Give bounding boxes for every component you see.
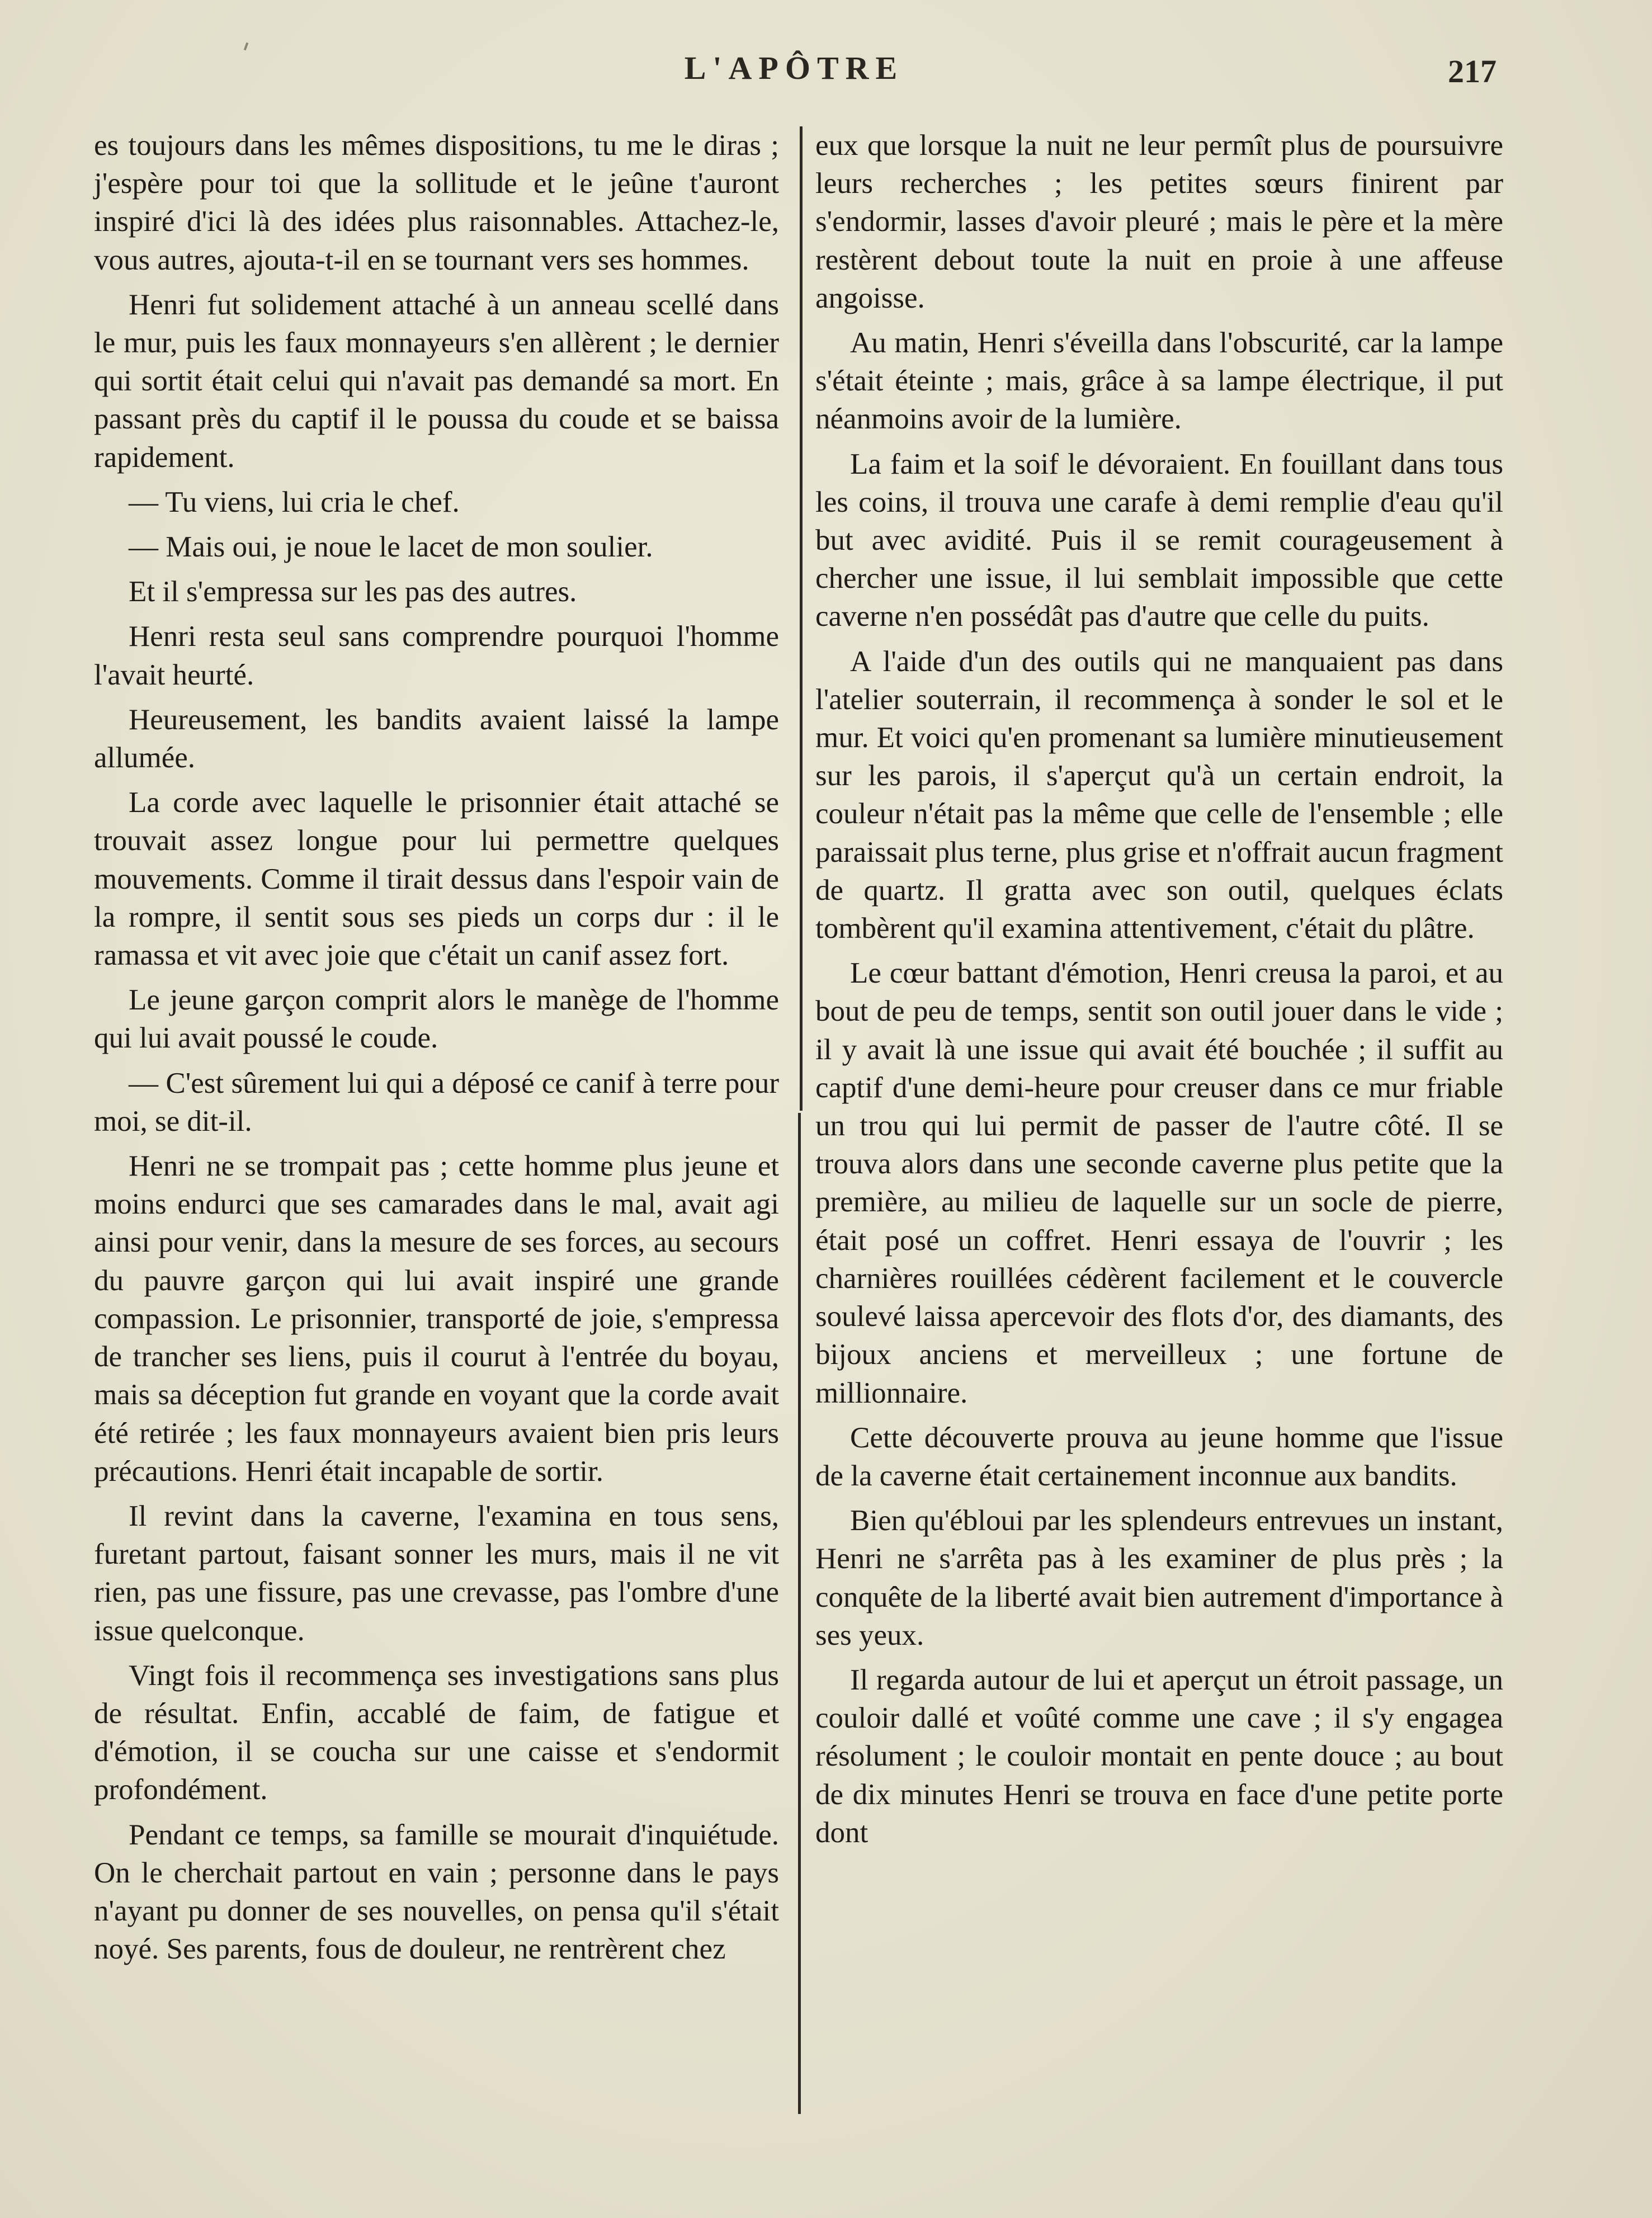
paragraph: es toujours dans les mêmes dispositions, tu me le diras ; j'espère pour toi que la sollitude et le jeûne t'auront inspiré d'ici là des idées plus raisonnables. Attachez-le, vous autres, ajouta-t-il en se tournant vers ses hommes. [94, 129, 779, 276]
paragraph: Henri resta seul sans comprendre pourquoi l'homme l'avait heurté. [94, 620, 779, 691]
paragraph: Et il s'empressa sur les pas des autres. [129, 575, 577, 608]
paragraph: Il revint dans la caverne, l'examina en tous sens, furetant partout, faisant sonner les murs, mais il ne vit rien, pas une fissure, pas une crevasse, pas l'ombre d'une issue quelconque. [94, 1499, 779, 1647]
paragraph: Le jeune garçon comprit alors le manège de l'homme qui lui avait poussé le coude. [94, 984, 779, 1055]
paragraph: La corde avec laquelle le prisonnier était attaché se trouvait assez longue pour lui permettre quelques mouvements. Comme il tirait dessus dans l'espoir vain de la rompre, il sentit sous ses pieds un corps dur : il le ramassa et vit avec joie que c'était un canif assez fort. [94, 786, 779, 972]
paragraph: Pendant ce temps, sa famille se mourait d'inquiétude. On le cherchait partout en vain ; personne dans le pays n'ayant pu donner de ses nouvelles, on pensa qu'il s'était noyé. Ses parents, fous de douleur, ne rentrèrent chez [94, 1818, 779, 1966]
running-head [0, 49, 1652, 94]
paragraph: eux que lorsque la nuit ne leur permît plus de poursuivre leurs recherches ; les petites sœurs finirent par s'endormir, lasses d'avoir pleuré ; mais le père et la mère restèrent debout toute la nuit en proie à une affeuse angoisse. [815, 129, 1503, 314]
paragraph: — C'est sûrement lui qui a déposé ce canif à terre pour moi, se dit-il. [94, 1066, 779, 1138]
paragraph: Au matin, Henri s'éveilla dans l'obscurité, car la lampe s'était éteinte ; mais, grâce à sa lampe électrique, il put néanmoins avoir de la lumière. [815, 327, 1503, 436]
paragraph: A l'aide d'un des outils qui ne manquaient pas dans l'atelier souterrain, il recommença à sonder le sol et le mur. Et voici qu'en promenant sa lumière minutieusement sur les parois, il s'aperçut qu'à un certain endroit, la couleur n'était pas la même que celle de l'ensemble ; elle paraissait plus terne, plus grise et n'offrait aucun fragment de quartz. Il gratta avec son outil, quelques éclats tombèrent qu'il examina attentivement, c'était du plâtre. [815, 645, 1503, 945]
paragraph: Heureusement, les bandits avaient laissé la lampe allumée. [94, 703, 779, 775]
paragraph: Il regarda autour de lui et aperçut un étroit passage, un couloir dallé et voûté comme une cave ; il s'y engagea résolument ; le couloir montait en pente douce ; au bout de dix minutes Henri se trouva en face d'une petite porte dont [815, 1663, 1503, 1849]
paragraph: Henri ne se trompait pas ; cette homme plus jeune et moins endurci que ses camarades dans le mal, avait agi ainsi pour venir, dans la mesure de ses forces, au secours du pauvre garçon qui lui avait inspiré une grande compassion. Le prisonnier, transporté de joie, s'empressa de trancher ses liens, puis il courut à l'entrée du boyau, mais sa déception fut grande en voyant que la corde avait été retirée ; les faux monnayeurs avaient bien pris leurs précautions. Henri était incapable de sortir. [94, 1150, 779, 1488]
paragraph: Vingt fois il recommença ses investigations sans plus de résultat. Enfin, accablé de faim, de fatigue et d'émotion, il se coucha sur une caisse et s'endormit profondément. [94, 1659, 779, 1806]
paragraph: — Mais oui, je noue le lacet de mon soulier. [129, 531, 653, 564]
column-rule-lower [798, 1113, 801, 2114]
paragraph: La faim et la soif le dévoraient. En fouillant dans tous les coins, il trouva une carafe à demi remplie d'eau qu'il but avec avidité. Puis il se remit courageusement à chercher une issue, il lui semblait impossible que cette caverne n'en possédât pas d'autre que celle du puits. [815, 447, 1503, 633]
right-column [815, 126, 1503, 1858]
paragraph: Bien qu'ébloui par les splendeurs entrevues un instant, Henri ne s'arrêta pas à les examiner de plus près ; la conquête de la liberté avait bien autrement d'importance à ses yeux. [815, 1504, 1503, 1651]
page-number: 217 [1448, 53, 1497, 89]
paragraph: Cette découverte prouva au jeune homme que l'issue de la caverne était certainement inconnue aux bandits. [815, 1421, 1503, 1492]
paragraph: — Tu viens, lui cria le chef. [129, 485, 460, 518]
column-rule-upper [800, 126, 803, 1111]
left-column [94, 126, 779, 1975]
running-title: L'APÔTRE [684, 50, 904, 86]
paragraph: Henri fut solidement attaché à un anneau scellé dans le mur, puis les faux monnayeurs s'en allèrent ; le dernier qui sortit était celui qui n'avait pas demandé sa mort. En passant près du captif il le poussa du coude et se baissa rapidement. [94, 288, 779, 474]
paragraph: Le cœur battant d'émotion, Henri creusa la paroi, et au bout de peu de temps, sentit son outil jouer dans le vide ; il y avait là une issue qui avait été bouchée ; il suffit au captif d'une demi-heure pour creuser dans ce mur friable un trou qui lui permit de passer de l'autre côté. Il se trouva alors dans une seconde caverne plus petite que la première, au milieu de laquelle sur un socle de pierre, était posé un coffret. Henri essaya de l'ouvrir ; les charnières rouillées cédèrent facilement et le couvercle soulevé laissa apercevoir des flots d'or, des diamants, des bijoux anciens et merveilleux ; une fortune de millionnaire. [815, 957, 1503, 1409]
